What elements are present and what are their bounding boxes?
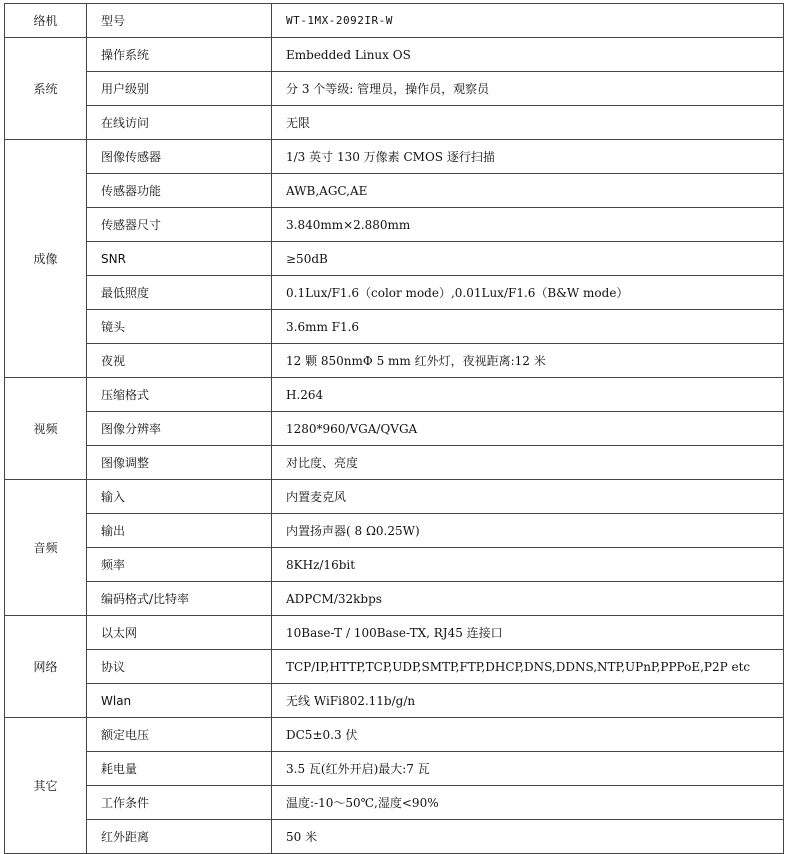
field-label-cell: 耗电量 bbox=[87, 752, 272, 786]
field-label-cell: 夜视 bbox=[87, 344, 272, 378]
field-value-cell: 3.6mm F1.6 bbox=[272, 310, 784, 344]
field-label-cell: 压缩格式 bbox=[87, 378, 272, 412]
field-value-cell: 分 3 个等级: 管理员，操作员，观察员 bbox=[272, 72, 784, 106]
field-value-cell: 12 颗 850nmΦ 5 mm 红外灯，夜视距离:12 米 bbox=[272, 344, 784, 378]
field-value-cell: 内置扬声器( 8 Ω0.25W) bbox=[272, 514, 784, 548]
field-value-cell: 3.5 瓦(红外开启)最大:7 瓦 bbox=[272, 752, 784, 786]
table-row bbox=[5, 378, 784, 412]
field-value-cell: 1/3 英寸 130 万像素 CMOS 逐行扫描 bbox=[272, 140, 784, 174]
table-row bbox=[5, 786, 784, 820]
field-label-cell: 传感器尺寸 bbox=[87, 208, 272, 242]
field-value-cell: 10Base-T / 100Base-TX, RJ45 连接口 bbox=[272, 616, 784, 650]
table-row bbox=[5, 72, 784, 106]
table-row bbox=[5, 208, 784, 242]
table-row bbox=[5, 582, 784, 616]
table-row bbox=[5, 242, 784, 276]
field-value-cell: 0.1Lux/F1.6（color mode）,0.01Lux/F1.6（B&W mode） bbox=[272, 276, 784, 310]
table-row bbox=[5, 650, 784, 684]
field-value-cell: AWB,AGC,AE bbox=[272, 174, 784, 208]
field-value-cell: 无线 WiFi802.11b/g/n bbox=[272, 684, 784, 718]
group-label-cell: 网络 bbox=[5, 616, 87, 718]
field-value-cell: 50 米 bbox=[272, 820, 784, 854]
table-row bbox=[5, 718, 784, 752]
field-label-cell: 镜头 bbox=[87, 310, 272, 344]
field-label-cell: 工作条件 bbox=[87, 786, 272, 820]
field-value-cell: Embedded Linux OS bbox=[272, 38, 784, 72]
table-row bbox=[5, 412, 784, 446]
field-label-cell: 最低照度 bbox=[87, 276, 272, 310]
table-row bbox=[5, 106, 784, 140]
header-group-cell: 络机 bbox=[5, 4, 87, 38]
group-label-cell: 其它 bbox=[5, 718, 87, 854]
field-label-cell: 操作系统 bbox=[87, 38, 272, 72]
field-value-cell: ≥50dB bbox=[272, 242, 784, 276]
field-value-cell: 8KHz/16bit bbox=[272, 548, 784, 582]
table-row bbox=[5, 38, 784, 72]
field-label-cell: 输入 bbox=[87, 480, 272, 514]
table-row bbox=[5, 344, 784, 378]
table-row bbox=[5, 446, 784, 480]
field-label-cell: 以太网 bbox=[87, 616, 272, 650]
field-value-cell: 温度:-10～50℃,湿度<90% bbox=[272, 786, 784, 820]
field-label-cell: 图像调整 bbox=[87, 446, 272, 480]
field-value-cell: 对比度、亮度 bbox=[272, 446, 784, 480]
table-row bbox=[5, 480, 784, 514]
group-label-cell: 视频 bbox=[5, 378, 87, 480]
field-value-cell: ADPCM/32kbps bbox=[272, 582, 784, 616]
field-label-cell: 图像传感器 bbox=[87, 140, 272, 174]
table-row bbox=[5, 174, 784, 208]
header-row bbox=[5, 4, 784, 38]
field-value-cell: H.264 bbox=[272, 378, 784, 412]
table-row bbox=[5, 820, 784, 854]
table-row bbox=[5, 548, 784, 582]
spec-table bbox=[4, 3, 784, 854]
field-label-cell: 在线访问 bbox=[87, 106, 272, 140]
field-label-cell: 用户级别 bbox=[87, 72, 272, 106]
table-row bbox=[5, 310, 784, 344]
header-field-cell: 型号 bbox=[87, 4, 272, 38]
table-row bbox=[5, 684, 784, 718]
model-value-cell: WT-1MX-2092IR-W bbox=[272, 4, 784, 38]
field-label-cell: 图像分辨率 bbox=[87, 412, 272, 446]
field-value-cell: TCP/IP,HTTP,TCP,UDP,SMTP,FTP,DHCP,DNS,DDNS,NTP,UPnP,PPPoE,P2P etc bbox=[272, 650, 784, 684]
field-label-cell: SNR bbox=[87, 242, 272, 276]
field-value-cell: 1280*960/VGA/QVGA bbox=[272, 412, 784, 446]
table-row bbox=[5, 140, 784, 174]
field-label-cell: 频率 bbox=[87, 548, 272, 582]
table-row bbox=[5, 514, 784, 548]
field-label-cell: 传感器功能 bbox=[87, 174, 272, 208]
group-label-cell: 系统 bbox=[5, 38, 87, 140]
group-label-cell: 音频 bbox=[5, 480, 87, 616]
group-label-cell: 成像 bbox=[5, 140, 87, 378]
table-row bbox=[5, 752, 784, 786]
field-label-cell: 协议 bbox=[87, 650, 272, 684]
field-label-cell: 编码格式/比特率 bbox=[87, 582, 272, 616]
field-value-cell: DC5±0.3 伏 bbox=[272, 718, 784, 752]
table-row bbox=[5, 276, 784, 310]
field-label-cell: 输出 bbox=[87, 514, 272, 548]
field-label-cell: Wlan bbox=[87, 684, 272, 718]
field-value-cell: 内置麦克风 bbox=[272, 480, 784, 514]
field-value-cell: 3.840mm×2.880mm bbox=[272, 208, 784, 242]
field-label-cell: 红外距离 bbox=[87, 820, 272, 854]
field-label-cell: 额定电压 bbox=[87, 718, 272, 752]
spec-table-body bbox=[5, 4, 784, 854]
table-row bbox=[5, 616, 784, 650]
field-value-cell: 无限 bbox=[272, 106, 784, 140]
